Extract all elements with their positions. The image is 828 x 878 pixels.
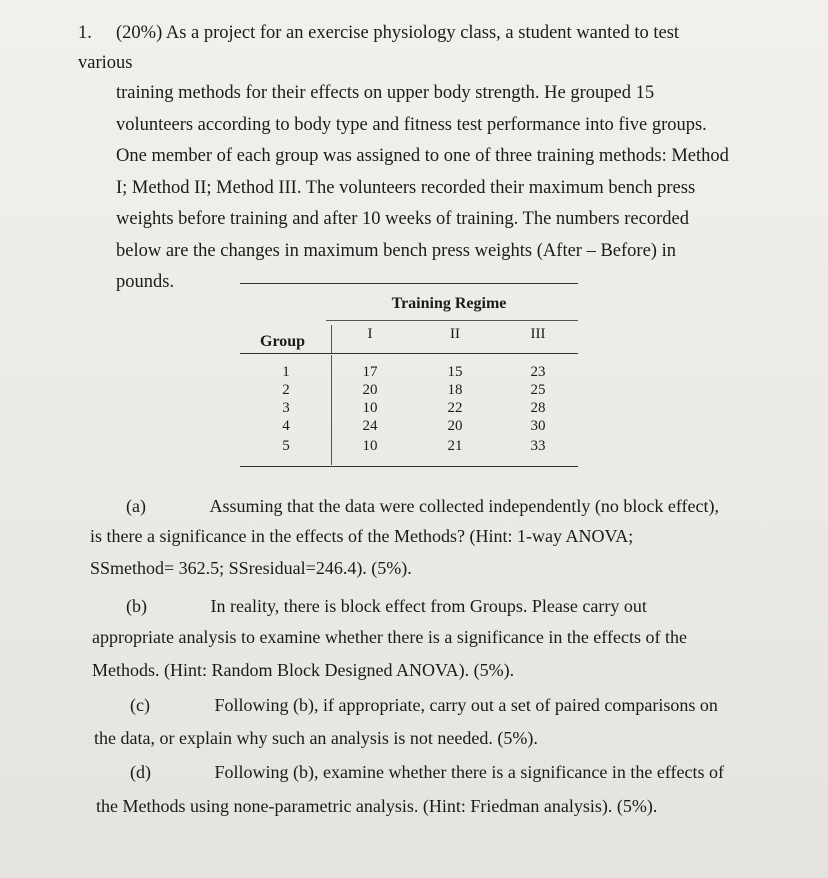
part-a-line-2: is there a significance in the effects of the Methods? (Hint: 1-way ANOVA;	[90, 526, 634, 546]
part-c-line-1: Following (b), if appropriate, carry out a set of paired comparisons on	[214, 695, 718, 715]
question-line-8: pounds.	[116, 272, 175, 292]
group-column-header: Group	[260, 333, 306, 350]
part-d	[130, 762, 724, 783]
table-title: Training Regime	[391, 295, 507, 312]
part-b-line-1: In reality, there is block effect from Groups. Please carry out	[210, 596, 647, 616]
question-line-7: below are the changes in maximum bench press weights (After – Before) in	[116, 240, 676, 261]
part-a	[126, 496, 719, 517]
question-intro	[78, 18, 738, 299]
method-II-cell: 21	[447, 438, 463, 454]
group-cell: 1	[282, 364, 290, 380]
table-row	[240, 438, 578, 457]
table-divider-header	[331, 325, 332, 353]
table-bottom-rule	[240, 466, 578, 467]
method-II-cell: 15	[447, 364, 463, 380]
part-c-line-2: the data, or explain why such an analysis is not needed. (5%).	[94, 728, 538, 748]
question-line-4: One member of each group was assigned to one of three training methods: Method	[116, 146, 729, 166]
question-line-2: training methods for their effects on upper body strength. He grouped 15	[116, 83, 655, 103]
table-title-rule	[326, 320, 578, 321]
part-d-line-1: Following (b), examine whether there is a significance in the effects of	[214, 762, 724, 782]
method-III-cell: 25	[530, 382, 546, 398]
method-I-cell: 10	[362, 400, 378, 416]
table-header-rule	[240, 353, 578, 354]
part-a-line-3: SSmethod= 362.5; SSresidual=246.4). (5%).	[90, 558, 412, 578]
part-d-line-2: the Methods using none-parametric analysis. (Hint: Friedman analysis). (5%).	[96, 796, 658, 816]
method-II-cell: 20	[447, 418, 463, 434]
table-row	[240, 418, 578, 437]
table-row	[240, 382, 578, 401]
group-cell: 2	[282, 382, 290, 398]
question-first-line	[78, 18, 738, 78]
part-a-label: (a)	[126, 496, 146, 516]
column-header-II: II	[450, 326, 460, 342]
group-cell: 4	[282, 418, 290, 434]
column-header-III: III	[530, 326, 546, 342]
method-I-cell: 24	[362, 418, 378, 434]
method-I-cell: 20	[362, 382, 378, 398]
group-cell: 3	[282, 400, 290, 416]
part-a-line-1: Assuming that the data were collected independently (no block effect),	[209, 496, 719, 516]
part-b-label: (b)	[126, 596, 147, 616]
method-II-cell: 22	[447, 400, 463, 416]
method-III-cell: 30	[530, 418, 546, 434]
column-header-I: I	[367, 326, 373, 342]
question-line-6: weights before training and after 10 weeks of training. The numbers recorded	[116, 209, 689, 229]
table-row	[240, 364, 578, 383]
part-c-label: (c)	[130, 695, 150, 715]
table-top-rule	[240, 283, 578, 284]
method-III-cell: 28	[530, 400, 546, 416]
method-I-cell: 10	[362, 438, 378, 454]
part-b-line-2: appropriate analysis to examine whether there is a significance in the effects of the	[92, 627, 687, 647]
question-line-5: I; Method II; Method III. The volunteers recorded their maximum bench press	[116, 177, 696, 198]
part-d-label: (d)	[130, 762, 151, 782]
part-c	[130, 695, 718, 716]
question-number: 1.	[78, 23, 92, 43]
question-line-1: (20%) As a project for an exercise physiology class, a student wanted to test various	[78, 23, 680, 73]
method-III-cell: 23	[530, 364, 546, 380]
method-I-cell: 17	[362, 364, 378, 380]
part-b-line-3: Methods. (Hint: Random Block Designed ANOVA). (5%).	[92, 660, 515, 680]
table-row	[240, 400, 578, 419]
group-cell: 5	[282, 438, 290, 454]
method-II-cell: 18	[447, 382, 463, 398]
question-line-3: volunteers according to body type and fitness test performance into five groups.	[116, 114, 707, 135]
method-III-cell: 33	[530, 438, 546, 454]
part-b	[126, 596, 647, 617]
